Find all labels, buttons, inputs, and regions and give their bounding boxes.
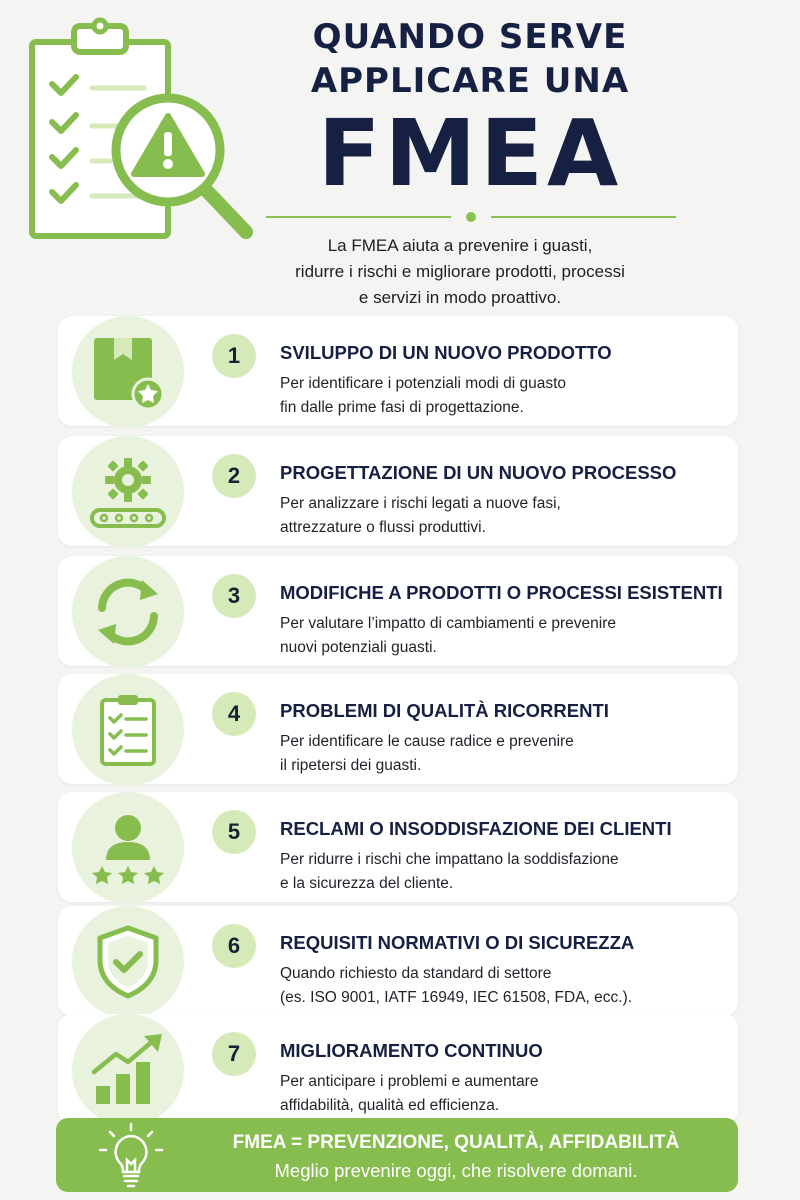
- footer-headline: FMEA = PREVENZIONE, QUALITÀ, AFFIDABILITÀ: [232, 1132, 680, 1153]
- intro-text: [250, 233, 670, 311]
- item-description-line: Per analizzare i rischi legati a nuove fasi,: [280, 495, 561, 512]
- item-title: RECLAMI O INSODDISFAZIONE DEI CLIENTI: [280, 818, 672, 839]
- item-description-line: affidabilità, qualità ed efficienza.: [280, 1097, 500, 1114]
- item-description: [280, 492, 730, 540]
- item-number: 2: [212, 454, 256, 498]
- item-description-line: Per identificare le cause radice e prevenire: [280, 733, 574, 750]
- item-description-line: fin dalle prime fasi di progettazione.: [280, 399, 524, 416]
- item-description-line: il ripetersi dei guasti.: [280, 757, 422, 774]
- page-title: [270, 16, 670, 207]
- intro-line-1: La FMEA aiuta a prevenire i guasti,: [327, 236, 593, 255]
- item-title: MIGLIORAMENTO CONTINUO: [280, 1040, 543, 1061]
- footer-banner: [56, 1118, 738, 1192]
- list-item: [58, 792, 738, 902]
- item-description-line: Per valutare l’impatto di cambiamenti e prevenire: [280, 615, 616, 632]
- item-description: [280, 372, 730, 420]
- item-description-line: attrezzature o flussi produttivi.: [280, 519, 486, 536]
- title-line-2: APPLICARE UNA: [310, 61, 630, 101]
- item-number: 7: [212, 1032, 256, 1076]
- title-line-3: FMEA: [317, 100, 623, 207]
- item-icon-circle: [72, 674, 184, 786]
- item-description-line: nuovi potenziali guasti.: [280, 639, 437, 656]
- intro-line-2: ridurre i rischi e migliorare prodotti, processi: [295, 262, 625, 281]
- footer-tagline: Meglio prevenire oggi, che risolvere domani.: [274, 1160, 638, 1181]
- item-description: [280, 962, 730, 1010]
- customer-rating-icon: [90, 810, 166, 886]
- item-icon-circle: [72, 316, 184, 428]
- item-icon-circle: [72, 556, 184, 668]
- item-number: 4: [212, 692, 256, 736]
- list-item: [58, 316, 738, 426]
- item-number: 1: [212, 334, 256, 378]
- item-title: SVILUPPO DI UN NUOVO PRODOTTO: [280, 342, 612, 363]
- item-description-line: e la sicurezza del cliente.: [280, 875, 454, 892]
- item-description-line: Per identificare i potenziali modi di guasto: [280, 375, 567, 392]
- list-item: [58, 906, 738, 1016]
- list-item: [58, 1014, 738, 1124]
- list-item: [58, 556, 738, 666]
- checklist-icon: [90, 692, 166, 768]
- list-item: [58, 674, 738, 784]
- item-title: MODIFICHE A PRODOTTI O PROCESSI ESISTENTI: [280, 582, 723, 603]
- lightbulb-icon: [96, 1122, 166, 1188]
- title-divider: [266, 212, 676, 222]
- refresh-arrows-icon: [90, 574, 166, 650]
- item-description: [280, 1070, 730, 1118]
- shield-check-icon: [90, 924, 166, 1000]
- item-number: 5: [212, 810, 256, 854]
- item-number: 6: [212, 924, 256, 968]
- title-line-1: QUANDO SERVE: [312, 17, 628, 57]
- item-description: [280, 848, 730, 896]
- item-description: [280, 612, 730, 660]
- item-number: 3: [212, 574, 256, 618]
- growth-chart-icon: [90, 1032, 166, 1108]
- product-box-star-icon: [90, 334, 166, 410]
- intro-line-3: e servizi in modo proattivo.: [358, 288, 562, 307]
- item-title: REQUISITI NORMATIVI O DI SICUREZZA: [280, 932, 635, 953]
- item-description-line: Per anticipare i problemi e aumentare: [280, 1073, 539, 1090]
- item-title: PROGETTAZIONE DI UN NUOVO PROCESSO: [280, 462, 677, 483]
- item-description-line: (es. ISO 9001, IATF 16949, IEC 61508, FDA, ecc.).: [280, 989, 633, 1006]
- item-description: [280, 730, 730, 778]
- clipboard-warning-magnifier-icon: [26, 12, 266, 252]
- item-icon-circle: [72, 436, 184, 548]
- item-description-line: Quando richiesto da standard di settore: [280, 965, 552, 982]
- item-title: PROBLEMI DI QUALITÀ RICORRENTI: [280, 700, 609, 721]
- item-icon-circle: [72, 906, 184, 1018]
- gear-conveyor-icon: [90, 454, 166, 530]
- item-icon-circle: [72, 792, 184, 904]
- list-item: [58, 436, 738, 546]
- item-icon-circle: [72, 1014, 184, 1126]
- item-description-line: Per ridurre i rischi che impattano la soddisfazione: [280, 851, 619, 868]
